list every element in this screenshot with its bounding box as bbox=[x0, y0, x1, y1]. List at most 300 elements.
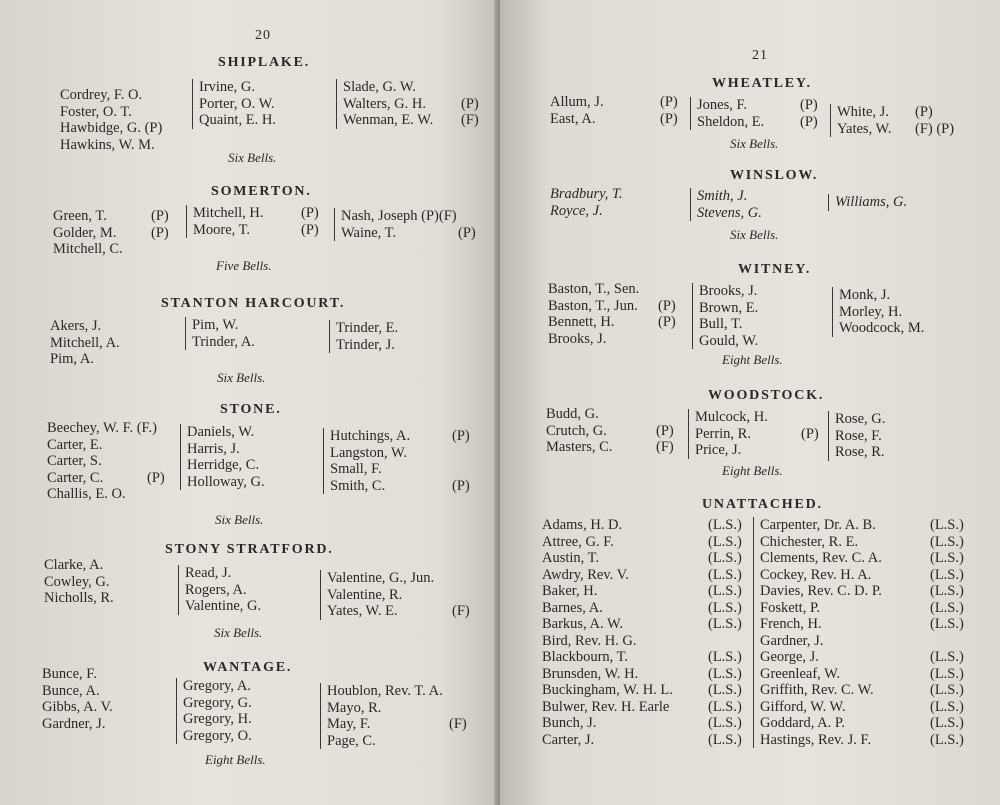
winslow-column-2 bbox=[690, 188, 827, 221]
ringer-name: Carter, C. bbox=[47, 469, 104, 486]
witney-column-1 bbox=[548, 281, 683, 347]
page-number: 20 bbox=[255, 28, 271, 43]
ringer-entry bbox=[192, 317, 320, 334]
ringer-mark: (L.S.) bbox=[708, 583, 742, 599]
ringer-entry bbox=[327, 733, 477, 750]
ringer-mark: (F) (P) bbox=[915, 120, 955, 137]
ringer-name: Gould, W. bbox=[699, 332, 759, 349]
ringer-mark: (P) bbox=[301, 205, 319, 221]
ringer-name: Akers, J. bbox=[50, 318, 102, 334]
ringer-entry bbox=[699, 283, 827, 300]
shiplake-column-3 bbox=[336, 79, 483, 129]
ringer-entry bbox=[47, 486, 175, 503]
ringer-name: Woodcock, M. bbox=[839, 320, 925, 336]
bells-count-wantage: Eight Bells. bbox=[205, 752, 266, 767]
ringer-entry bbox=[760, 517, 972, 534]
ringer-entry bbox=[542, 649, 747, 666]
ringer-entry bbox=[44, 574, 169, 591]
ringer-name: Austin, T. bbox=[542, 550, 600, 566]
ringer-entry bbox=[760, 666, 972, 683]
witney-column-3 bbox=[832, 287, 979, 337]
ringer-name: Cowley, G. bbox=[44, 573, 110, 590]
ringer-mark: (L.S.) bbox=[930, 616, 964, 632]
ringer-mark: (L.S.) bbox=[930, 583, 964, 599]
ringer-name: Buckingham, W. H. L. bbox=[542, 682, 673, 698]
ringer-entry bbox=[550, 94, 686, 111]
ringer-name: Nash, Joseph (P)(F) bbox=[341, 208, 457, 224]
ringer-entry bbox=[695, 409, 827, 426]
ringer-name: Moore, T. bbox=[193, 221, 251, 238]
ringer-entry bbox=[341, 225, 483, 242]
ringer-name: Barnes, A. bbox=[542, 599, 603, 616]
ringer-name: Hawbidge, G. (P) bbox=[60, 120, 163, 136]
ringer-name: Waine, T. bbox=[341, 224, 397, 241]
ringer-name: Valentine, R. bbox=[327, 586, 403, 603]
page-number: 21 bbox=[752, 48, 768, 63]
ringer-name: Morley, H. bbox=[839, 303, 903, 320]
ringer-mark: (L.S.) bbox=[708, 533, 742, 550]
ringer-name: Mitchell, H. bbox=[193, 205, 264, 221]
ringer-mark: (L.S.) bbox=[930, 715, 964, 731]
ringer-entry bbox=[50, 335, 170, 352]
ringer-mark: (L.S.) bbox=[708, 649, 742, 665]
ringer-name: Nicholls, R. bbox=[44, 590, 114, 606]
ringer-entry bbox=[60, 87, 178, 104]
ringer-mark: (L.S.) bbox=[930, 682, 964, 698]
winslow-column-1 bbox=[550, 186, 685, 219]
bells-count-witney: Eight Bells. bbox=[722, 352, 783, 367]
ringer-name: Green, T. bbox=[53, 208, 107, 224]
ringer-name: Brooks, J. bbox=[548, 330, 607, 347]
ringer-name: Houblon, Rev. T. A. bbox=[327, 683, 443, 699]
ringer-mark: (L.S.) bbox=[708, 550, 742, 566]
ringer-entry bbox=[199, 112, 327, 129]
ringer-entry bbox=[542, 583, 747, 600]
section-heading-wheatley: WHEATLEY. bbox=[712, 76, 812, 91]
ringer-entry bbox=[327, 587, 477, 604]
right-page bbox=[500, 0, 1000, 805]
ringer-entry bbox=[550, 203, 685, 220]
section-heading-stanton-harcourt: STANTON HARCOURT. bbox=[161, 296, 346, 311]
ringer-mark: (L.S.) bbox=[708, 616, 742, 632]
ringer-name: Mayo, R. bbox=[327, 699, 382, 716]
ringer-entry bbox=[837, 121, 972, 138]
ringer-name: Clements, Rev. C. A. bbox=[760, 550, 882, 566]
ringer-mark: (P) bbox=[800, 113, 818, 130]
ringer-entry bbox=[760, 633, 972, 650]
ringer-entry bbox=[760, 600, 972, 617]
wheatley-column-2 bbox=[690, 97, 827, 130]
ringer-name: Trinder, J. bbox=[336, 336, 395, 353]
ringer-name: Adams, H. D. bbox=[542, 517, 623, 533]
ringer-entry bbox=[44, 557, 169, 574]
ringer-entry bbox=[542, 633, 747, 650]
ringer-name: Cockey, Rev. H. A. bbox=[760, 566, 872, 583]
ringer-entry bbox=[183, 678, 313, 695]
ringer-name: Budd, G. bbox=[546, 406, 599, 422]
ringer-entry bbox=[697, 97, 827, 114]
ringer-mark: (L.S.) bbox=[708, 682, 742, 698]
ringer-entry bbox=[185, 565, 313, 582]
ringer-entry bbox=[835, 428, 965, 445]
ringer-entry bbox=[760, 732, 972, 749]
ringer-entry bbox=[60, 137, 178, 154]
ringer-entry bbox=[42, 683, 167, 700]
stone-column-1 bbox=[47, 420, 175, 503]
ringer-name: George, J. bbox=[760, 649, 819, 665]
shiplake-column-1 bbox=[60, 87, 178, 153]
bells-count-stony-stratford: Six Bells. bbox=[214, 625, 263, 640]
ringer-mark: (L.S.) bbox=[708, 599, 742, 616]
ringer-entry bbox=[542, 600, 747, 617]
ringer-entry bbox=[548, 281, 683, 298]
ringer-name: Carter, S. bbox=[47, 453, 102, 469]
ringer-name: French, H. bbox=[760, 616, 822, 632]
ringer-entry bbox=[50, 351, 170, 368]
section-heading-wantage: WANTAGE. bbox=[203, 660, 293, 675]
ringer-entry bbox=[42, 716, 167, 733]
ringer-entry bbox=[697, 205, 827, 222]
ringer-mark: (P) bbox=[452, 477, 470, 494]
ringer-name: Harris, J. bbox=[187, 440, 240, 457]
ringer-name: Clarke, A. bbox=[44, 557, 104, 573]
ringer-entry bbox=[187, 457, 317, 474]
ringer-entry bbox=[47, 453, 175, 470]
ringer-name: Wenman, E. W. bbox=[343, 112, 434, 128]
ringer-name: Griffith, Rev. C. W. bbox=[760, 682, 874, 698]
ringer-entry bbox=[327, 683, 477, 700]
ringer-name: Cordrey, F. O. bbox=[60, 87, 143, 103]
ringer-name: Gregory, H. bbox=[183, 711, 252, 727]
ringer-entry bbox=[192, 334, 320, 351]
ringer-mark: (P) bbox=[461, 95, 479, 112]
stone-column-2 bbox=[180, 424, 317, 490]
ringer-name: Chichester, R. E. bbox=[760, 533, 859, 550]
ringer-entry bbox=[199, 79, 327, 96]
ringer-entry bbox=[542, 517, 747, 534]
ringer-mark: (F) bbox=[449, 716, 467, 732]
ringer-entry bbox=[185, 582, 313, 599]
somerton-column-1 bbox=[53, 208, 178, 258]
ringer-entry bbox=[699, 300, 827, 317]
ringer-entry bbox=[695, 442, 827, 459]
ringer-entry bbox=[330, 461, 478, 478]
ringer-name: Rose, R. bbox=[835, 444, 885, 460]
ringer-name: Monk, J. bbox=[839, 287, 891, 303]
ringer-entry bbox=[839, 287, 979, 304]
section-heading-stony-stratford: STONY STRATFORD. bbox=[165, 542, 334, 557]
ringer-entry bbox=[327, 603, 477, 620]
ringer-name: Goddard, A. P. bbox=[760, 715, 845, 731]
unattached-column-2 bbox=[753, 517, 972, 748]
ringer-name: Walters, G. H. bbox=[343, 95, 426, 112]
bells-count-stanton-harcourt: Six Bells. bbox=[217, 370, 266, 385]
section-heading-unattached: UNATTACHED. bbox=[702, 497, 823, 512]
ringer-entry bbox=[699, 316, 827, 333]
bells-count-somerton: Five Bells. bbox=[216, 258, 272, 273]
ringer-entry bbox=[47, 437, 175, 454]
wantage-column-1 bbox=[42, 666, 167, 732]
ringer-name: Hawkins, W. M. bbox=[60, 136, 155, 153]
ringer-name: Read, J. bbox=[185, 565, 232, 581]
ringer-name: Rogers, A. bbox=[185, 581, 247, 598]
ringer-mark: (L.S.) bbox=[708, 715, 742, 731]
ringer-mark: (L.S.) bbox=[930, 517, 964, 533]
ringer-mark: (P) bbox=[452, 428, 470, 444]
section-heading-somerton: SOMERTON. bbox=[211, 184, 312, 199]
ringer-entry bbox=[542, 567, 747, 584]
bells-count-winslow: Six Bells. bbox=[730, 227, 779, 242]
ringer-entry bbox=[546, 406, 684, 423]
ringer-mark: (L.S.) bbox=[708, 566, 742, 583]
ringer-entry bbox=[697, 114, 827, 131]
ringer-name: Barkus, A. W. bbox=[542, 616, 623, 632]
ringer-name: Pim, A. bbox=[50, 351, 94, 367]
ringer-entry bbox=[697, 188, 827, 205]
ringer-name: Brunsden, W. H. bbox=[542, 665, 639, 682]
ringer-entry bbox=[47, 420, 175, 437]
ringer-entry bbox=[546, 423, 684, 440]
ringer-name: Baston, T., Sen. bbox=[548, 281, 640, 297]
ringer-name: Holloway, G. bbox=[187, 473, 265, 490]
ringer-mark: (L.S.) bbox=[930, 649, 964, 665]
unattached-column-1 bbox=[542, 517, 747, 748]
ringer-entry bbox=[44, 590, 169, 607]
section-heading-witney: WITNEY. bbox=[738, 262, 812, 277]
ringer-mark: (F) bbox=[461, 112, 479, 128]
ringer-entry bbox=[50, 318, 170, 335]
ringer-name: Blackbourn, T. bbox=[542, 649, 629, 665]
ringer-name: May, F. bbox=[327, 716, 371, 732]
ringer-name: Davies, Rev. C. D. P. bbox=[760, 583, 882, 599]
ringer-mark: (L.S.) bbox=[930, 665, 964, 682]
ringer-entry bbox=[760, 715, 972, 732]
ringer-entry bbox=[183, 728, 313, 745]
ringer-name: Daniels, W. bbox=[187, 424, 255, 440]
ringer-name: Carter, J. bbox=[542, 731, 595, 748]
ringer-entry bbox=[546, 439, 684, 456]
ringer-name: Mitchell, C. bbox=[53, 241, 123, 257]
ringer-name: Gibbs, A. V. bbox=[42, 699, 113, 715]
ringer-entry bbox=[199, 96, 327, 113]
ringer-name: Sheldon, E. bbox=[697, 113, 765, 130]
wheatley-column-3 bbox=[830, 104, 972, 137]
ringer-entry bbox=[550, 186, 685, 203]
ringer-name: Smith, J. bbox=[697, 188, 748, 204]
bells-count-stone: Six Bells. bbox=[215, 512, 264, 527]
ringer-entry bbox=[542, 699, 747, 716]
ringer-name: Bunce, F. bbox=[42, 666, 97, 682]
ringer-name: Smith, C. bbox=[330, 477, 386, 494]
bells-count-wheatley: Six Bells. bbox=[730, 136, 779, 151]
ringer-mark: (L.S.) bbox=[930, 550, 964, 566]
ringer-name: Herridge, C. bbox=[187, 457, 260, 473]
woodstock-column-2 bbox=[688, 409, 827, 459]
ringer-entry bbox=[548, 298, 683, 315]
ringer-mark: (P) bbox=[660, 94, 678, 110]
ringer-name: Foster, O. T. bbox=[60, 103, 132, 120]
ringer-mark: (L.S.) bbox=[930, 731, 964, 748]
ringer-name: Small, F. bbox=[330, 461, 382, 477]
ringer-mark: (P) bbox=[656, 422, 674, 439]
ringer-mark: (L.S.) bbox=[708, 517, 742, 533]
ringer-mark: (L.S.) bbox=[930, 566, 964, 583]
stone-column-3 bbox=[323, 428, 478, 494]
ringer-name: Brooks, J. bbox=[699, 283, 758, 299]
section-heading-stone: STONE. bbox=[220, 402, 282, 417]
ringer-name: Yates, W. bbox=[837, 120, 892, 137]
ringer-name: Gregory, O. bbox=[183, 727, 252, 744]
ringer-mark: (F) bbox=[656, 439, 674, 455]
ringer-entry bbox=[330, 445, 478, 462]
ringer-name: Bird, Rev. H. G. bbox=[542, 632, 637, 649]
ringer-entry bbox=[542, 715, 747, 732]
stony-stratford-column-3 bbox=[320, 570, 477, 620]
ringer-entry bbox=[185, 598, 313, 615]
ringer-name: Foskett, P. bbox=[760, 599, 821, 616]
ringer-entry bbox=[343, 79, 483, 96]
ringer-name: Allum, J. bbox=[550, 94, 604, 110]
ringer-name: Bull, T. bbox=[699, 316, 743, 332]
ringer-entry bbox=[187, 474, 317, 491]
ringer-entry bbox=[341, 208, 483, 225]
ringer-name: Bulwer, Rev. H. Earle bbox=[542, 698, 670, 715]
ringer-name: Rose, G. bbox=[835, 411, 886, 427]
wantage-column-3 bbox=[320, 683, 477, 749]
ringer-entry bbox=[336, 337, 476, 354]
wantage-column-2 bbox=[176, 678, 313, 744]
ringer-name: Gifford, W. W. bbox=[760, 698, 846, 715]
ringer-name: Greenleaf, W. bbox=[760, 665, 841, 682]
ringer-mark: (L.S.) bbox=[930, 698, 964, 715]
ringer-entry bbox=[542, 666, 747, 683]
ringer-entry bbox=[542, 534, 747, 551]
left-page bbox=[0, 0, 497, 805]
ringer-name: Langston, W. bbox=[330, 444, 407, 461]
ringer-entry bbox=[193, 205, 327, 222]
bells-count-shiplake: Six Bells. bbox=[228, 150, 277, 165]
winslow-column-3 bbox=[828, 194, 965, 211]
ringer-name: Challis, E. O. bbox=[47, 486, 126, 502]
ringer-name: Carpenter, Dr. A. B. bbox=[760, 517, 876, 533]
ringer-entry bbox=[542, 550, 747, 567]
ringer-name: Hutchings, A. bbox=[330, 428, 411, 444]
ringer-entry bbox=[699, 333, 827, 350]
ringer-mark: (P) bbox=[147, 469, 165, 486]
ringer-mark: (L.S.) bbox=[930, 599, 964, 616]
ringer-entry bbox=[839, 304, 979, 321]
ringer-entry bbox=[695, 426, 827, 443]
stanton-harcourt-column-3 bbox=[329, 320, 476, 353]
shiplake-column-2 bbox=[192, 79, 327, 129]
ringer-entry bbox=[330, 478, 478, 495]
ringer-entry bbox=[336, 320, 476, 337]
ringer-name: Valentine, G., Jun. bbox=[327, 570, 435, 586]
ringer-name: Yates, W. E. bbox=[327, 603, 398, 619]
ringer-name: Price, J. bbox=[695, 442, 742, 458]
ringer-mark: (P) bbox=[915, 104, 933, 120]
ringer-name: Gregory, A. bbox=[183, 678, 251, 694]
stanton-harcourt-column-2 bbox=[185, 317, 320, 350]
stony-stratford-column-1 bbox=[44, 557, 169, 607]
ringer-mark: (F) bbox=[452, 603, 470, 619]
ringer-name: Trinder, E. bbox=[336, 320, 399, 336]
ringer-entry bbox=[183, 711, 313, 728]
ringer-name: Page, C. bbox=[327, 732, 376, 749]
ringer-entry bbox=[187, 424, 317, 441]
ringer-name: Quaint, E. H. bbox=[199, 112, 276, 128]
ringer-entry bbox=[542, 682, 747, 699]
ringer-name: Valentine, G. bbox=[185, 598, 262, 614]
ringer-entry bbox=[330, 428, 478, 445]
ringer-entry bbox=[760, 682, 972, 699]
ringer-name: Pim, W. bbox=[192, 317, 239, 333]
ringer-name: Hastings, Rev. J. F. bbox=[760, 731, 872, 748]
ringer-name: Awdry, Rev. V. bbox=[542, 566, 629, 583]
somerton-column-3 bbox=[334, 208, 483, 241]
ringer-name: Royce, J. bbox=[550, 202, 603, 219]
stony-stratford-column-2 bbox=[178, 565, 313, 615]
ringer-name: Jones, F. bbox=[697, 97, 747, 113]
ringer-name: Irvine, G. bbox=[199, 79, 255, 95]
ringer-name: Stevens, G. bbox=[697, 204, 762, 221]
ringer-entry bbox=[760, 649, 972, 666]
ringer-entry bbox=[835, 194, 965, 211]
ringer-entry bbox=[327, 716, 477, 733]
ringer-entry bbox=[548, 314, 683, 331]
ringer-name: Beechey, W. F. (F.) bbox=[47, 420, 157, 436]
ringer-entry bbox=[835, 411, 965, 428]
ringer-name: Perrin, R. bbox=[695, 425, 751, 442]
ringer-mark: (P) bbox=[658, 314, 676, 330]
ringer-name: East, A. bbox=[550, 110, 596, 127]
ringer-mark: (P) bbox=[658, 297, 676, 314]
ringer-entry bbox=[760, 699, 972, 716]
ringer-name: Baston, T., Jun. bbox=[548, 297, 638, 314]
ringer-mark: (L.S.) bbox=[708, 731, 742, 748]
stanton-harcourt-column-1 bbox=[50, 318, 170, 368]
ringer-name: Slade, G. W. bbox=[343, 79, 416, 95]
ringer-name: Brown, E. bbox=[699, 299, 759, 316]
ringer-entry bbox=[343, 96, 483, 113]
ringer-name: Carter, E. bbox=[47, 436, 103, 453]
ringer-name: Mulcock, H. bbox=[695, 409, 768, 425]
ringer-name: Bunch, J. bbox=[542, 715, 597, 731]
ringer-entry bbox=[193, 222, 327, 239]
ringer-name: Rose, F. bbox=[835, 427, 882, 444]
ringer-name: Trinder, A. bbox=[192, 333, 255, 350]
ringer-name: Bennett, H. bbox=[548, 314, 615, 330]
ringer-name: Baker, H. bbox=[542, 583, 598, 599]
ringer-name: Gardner, J. bbox=[760, 632, 824, 649]
ringer-entry bbox=[42, 699, 167, 716]
ringer-mark: (L.S.) bbox=[708, 698, 742, 715]
ringer-entry bbox=[60, 120, 178, 137]
ringer-mark: (L.S.) bbox=[930, 533, 964, 550]
ringer-entry bbox=[839, 320, 979, 337]
ringer-entry bbox=[327, 700, 477, 717]
ringer-name: Mitchell, A. bbox=[50, 334, 120, 351]
bells-count-woodstock: Eight Bells. bbox=[722, 463, 783, 478]
witney-column-2 bbox=[692, 283, 827, 349]
ringer-name: Golder, M. bbox=[53, 224, 117, 241]
ringer-mark: (P) bbox=[301, 221, 319, 238]
ringer-entry bbox=[837, 104, 972, 121]
ringer-mark: (P) bbox=[151, 208, 169, 224]
ringer-entry bbox=[53, 225, 178, 242]
wheatley-column-1 bbox=[550, 94, 686, 127]
ringer-entry bbox=[327, 570, 477, 587]
